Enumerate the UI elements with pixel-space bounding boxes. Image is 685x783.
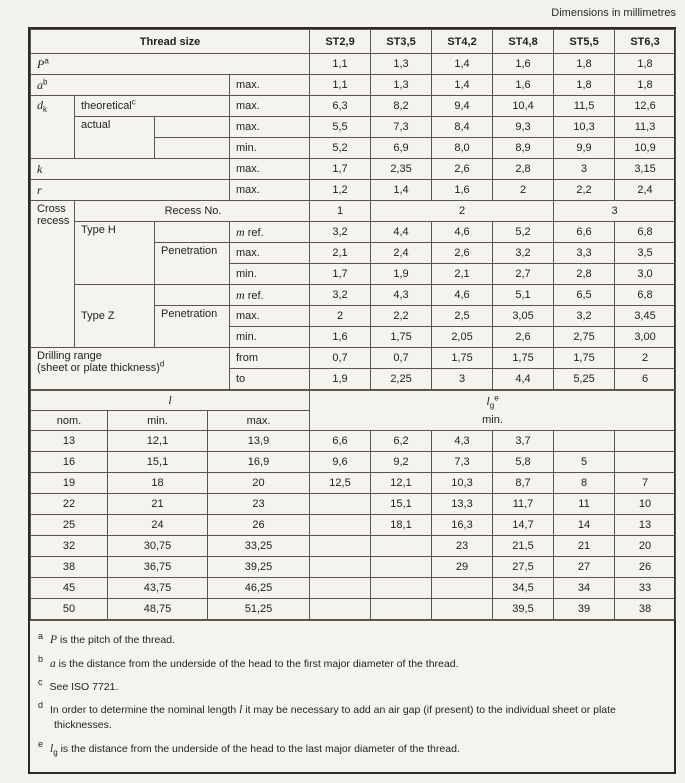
col-header-st29: ST2,9 xyxy=(310,30,371,54)
value-cell: 26 xyxy=(615,557,676,578)
value-cell: 13,9 xyxy=(208,431,310,452)
value-cell: 1,4 xyxy=(371,180,432,201)
symbol-l: l xyxy=(168,393,172,408)
value-cell: 3 xyxy=(554,159,615,180)
value-cell: 6,6 xyxy=(310,431,371,452)
value-cell: 6,6 xyxy=(554,222,615,243)
value-cell: 3 xyxy=(432,369,493,390)
value-cell xyxy=(432,578,493,599)
value-cell: 27 xyxy=(554,557,615,578)
row-dk-theoretical xyxy=(31,96,676,117)
value-cell: 1,8 xyxy=(554,75,615,96)
symbol-a: a xyxy=(50,657,56,670)
footnote-marker-e: e xyxy=(494,393,499,403)
value-cell: 4,6 xyxy=(432,285,493,306)
value-cell: 3,2 xyxy=(554,306,615,327)
footnote-text: is the distance from the underside of the head to the first major diameter of the thread. xyxy=(55,657,459,670)
value-cell: 6,5 xyxy=(554,285,615,306)
footnote-text: In order to determine the nominal length xyxy=(50,703,240,716)
footnote-marker-a: a xyxy=(44,55,49,65)
recess-no-2: 2 xyxy=(371,201,554,222)
value-cell xyxy=(615,431,676,452)
value-cell: 34 xyxy=(554,578,615,599)
row-k xyxy=(31,159,676,180)
value-cell: 0,7 xyxy=(310,348,371,369)
value-cell: 48,75 xyxy=(108,599,208,620)
value-cell: 21 xyxy=(108,494,208,515)
length-row xyxy=(31,494,676,515)
value-cell: 5,1 xyxy=(493,285,554,306)
value-cell: 11,5 xyxy=(554,96,615,117)
value-cell: 1,4 xyxy=(432,75,493,96)
row-drill-from xyxy=(31,348,676,369)
qualifier-max: max. xyxy=(230,306,310,327)
footnote-marker: d xyxy=(38,700,44,711)
spacer-cell xyxy=(155,222,230,243)
value-cell: 2 xyxy=(615,348,676,369)
footnote-marker: b xyxy=(38,654,44,665)
max-header: max. xyxy=(208,411,310,431)
footnote-e xyxy=(38,741,664,758)
value-cell: 1,3 xyxy=(371,54,432,75)
value-cell: 11 xyxy=(554,494,615,515)
nom-header: nom. xyxy=(31,411,108,431)
col-header-st55: ST5,5 xyxy=(554,30,615,54)
value-cell: 19 xyxy=(31,473,108,494)
drilling-range-line2: (sheet or plate thickness)$^d$ xyxy=(37,359,165,374)
value-cell: 39,25 xyxy=(208,557,310,578)
value-cell: 2,4 xyxy=(615,180,676,201)
qualifier-max: max. xyxy=(230,75,310,96)
qualifier-to: to xyxy=(230,369,310,390)
value-cell: 30,75 xyxy=(108,536,208,557)
footnote-text: is the pitch of the thread. xyxy=(57,634,175,647)
footnote-marker-b: b xyxy=(43,76,48,86)
length-row xyxy=(31,431,676,452)
value-cell: 23 xyxy=(208,494,310,515)
value-cell xyxy=(554,431,615,452)
l-header xyxy=(31,391,310,411)
value-cell: 3,00 xyxy=(615,327,676,348)
value-cell: 14,7 xyxy=(493,515,554,536)
value-cell: 2,4 xyxy=(371,243,432,264)
value-cell: 45 xyxy=(31,578,108,599)
column-header-row xyxy=(31,30,676,54)
type-z-label: Type Z xyxy=(75,285,155,348)
row-label-k xyxy=(31,159,230,180)
value-cell: 1,7 xyxy=(310,264,371,285)
qualifier-max: max. xyxy=(230,117,310,138)
value-cell: 18 xyxy=(108,473,208,494)
value-cell: 23 xyxy=(432,536,493,557)
row-label-a xyxy=(31,75,230,96)
m-ref-text: ref. xyxy=(244,226,264,239)
row-type-z-mref xyxy=(31,285,676,306)
value-cell: 1,8 xyxy=(554,54,615,75)
value-cell: 16,3 xyxy=(432,515,493,536)
symbol-m: m xyxy=(236,287,245,302)
value-cell: 13,3 xyxy=(432,494,493,515)
value-cell: 6,8 xyxy=(615,285,676,306)
footnote-a xyxy=(38,632,664,649)
value-cell: 9,4 xyxy=(432,96,493,117)
drilling-range-label xyxy=(31,348,230,390)
value-cell: 24 xyxy=(108,515,208,536)
value-cell: 11,7 xyxy=(493,494,554,515)
value-cell: 3,0 xyxy=(615,264,676,285)
type-h-label: Type H xyxy=(75,222,155,285)
symbol-r: r xyxy=(37,182,42,197)
value-cell: 8,7 xyxy=(493,473,554,494)
value-cell: 22 xyxy=(31,494,108,515)
value-cell: 20 xyxy=(208,473,310,494)
value-cell: 3,05 xyxy=(493,306,554,327)
footnote-text: See ISO 7721. xyxy=(49,680,119,693)
value-cell: 2,75 xyxy=(554,327,615,348)
value-cell: 8,2 xyxy=(371,96,432,117)
value-cell: 1,6 xyxy=(310,327,371,348)
footnote-text: it may be necessary to add an air gap (if present) to the individual sheet or plate thicknesses. xyxy=(54,703,616,732)
value-cell: 2,8 xyxy=(493,159,554,180)
value-cell: 15,1 xyxy=(108,452,208,473)
value-cell: 3,3 xyxy=(554,243,615,264)
value-cell xyxy=(310,599,371,620)
row-pitch xyxy=(31,54,676,75)
footnote-marker: e xyxy=(38,739,44,750)
value-cell: 10,9 xyxy=(615,138,676,159)
value-cell: 2,6 xyxy=(493,327,554,348)
value-cell: 10,3 xyxy=(554,117,615,138)
value-cell: 26 xyxy=(208,515,310,536)
value-cell: 1,9 xyxy=(371,264,432,285)
col-header-st42: ST4,2 xyxy=(432,30,493,54)
value-cell: 5,2 xyxy=(310,138,371,159)
value-cell: 38 xyxy=(31,557,108,578)
cross-recess-label xyxy=(31,201,75,348)
symbol-dk: d xyxy=(37,98,43,112)
symbol-m: m xyxy=(236,224,245,239)
value-cell: 9,2 xyxy=(371,452,432,473)
recess-no-1: 1 xyxy=(310,201,371,222)
dk-actual-label: actual xyxy=(75,117,155,159)
value-cell: 33,25 xyxy=(208,536,310,557)
symbol-a: a xyxy=(37,77,43,92)
value-cell: 32 xyxy=(31,536,108,557)
row-label-p xyxy=(31,54,310,75)
value-cell: 2,1 xyxy=(432,264,493,285)
value-cell: 1,1 xyxy=(310,54,371,75)
length-row xyxy=(31,557,676,578)
value-cell xyxy=(371,536,432,557)
value-cell: 16 xyxy=(31,452,108,473)
value-cell: 43,75 xyxy=(108,578,208,599)
value-cell: 12,5 xyxy=(310,473,371,494)
footnote-text: is the distance from the underside of the head to the last major diameter of the thread. xyxy=(57,742,460,755)
symbol-lg-sub: g xyxy=(53,747,58,757)
value-cell: 2,05 xyxy=(432,327,493,348)
qualifier-min: min. xyxy=(230,264,310,285)
symbol-k: k xyxy=(37,161,43,176)
value-cell xyxy=(310,515,371,536)
value-cell: 33 xyxy=(615,578,676,599)
value-cell: 6,8 xyxy=(615,222,676,243)
row-type-h-mref xyxy=(31,222,676,243)
cross-recess-line2: recess xyxy=(37,215,70,227)
value-cell: 3,2 xyxy=(493,243,554,264)
symbol-dk-sub: k xyxy=(43,105,47,115)
value-cell: 39 xyxy=(554,599,615,620)
value-cell xyxy=(371,599,432,620)
value-cell xyxy=(310,536,371,557)
value-cell: 3,15 xyxy=(615,159,676,180)
value-cell xyxy=(310,494,371,515)
m-ref-label xyxy=(230,222,310,243)
value-cell: 2,1 xyxy=(310,243,371,264)
value-cell: 1,75 xyxy=(371,327,432,348)
value-cell: 1,75 xyxy=(493,348,554,369)
lg-header xyxy=(310,391,676,431)
value-cell: 11,3 xyxy=(615,117,676,138)
value-cell: 13 xyxy=(31,431,108,452)
footnote-c xyxy=(38,677,664,695)
value-cell: 4,6 xyxy=(432,222,493,243)
footnote-d xyxy=(38,702,664,734)
value-cell: 4,3 xyxy=(371,285,432,306)
value-cell: 9,3 xyxy=(493,117,554,138)
cross-recess-line1: Cross xyxy=(37,203,66,215)
value-cell xyxy=(615,452,676,473)
spacer-cell xyxy=(155,285,230,306)
symbol-p: P xyxy=(37,56,45,71)
qualifier-max: max. xyxy=(230,180,310,201)
row-a xyxy=(31,75,676,96)
qualifier-from: from xyxy=(230,348,310,369)
row-label-r xyxy=(31,180,230,201)
qualifier-min: min. xyxy=(230,327,310,348)
qualifier-max: max. xyxy=(230,159,310,180)
value-cell: 25 xyxy=(31,515,108,536)
value-cell: 2,7 xyxy=(493,264,554,285)
footnote-marker-c: c xyxy=(131,97,136,107)
value-cell: 3,7 xyxy=(493,431,554,452)
value-cell: 3,45 xyxy=(615,306,676,327)
value-cell: 7,3 xyxy=(371,117,432,138)
length-row xyxy=(31,515,676,536)
value-cell: 1,7 xyxy=(310,159,371,180)
value-cell: 38 xyxy=(615,599,676,620)
value-cell: 1,8 xyxy=(615,54,676,75)
qualifier-max: max. xyxy=(230,96,310,117)
value-cell: 10,3 xyxy=(432,473,493,494)
value-cell: 1,6 xyxy=(493,54,554,75)
value-cell: 1,6 xyxy=(432,180,493,201)
min-header: min. xyxy=(108,411,208,431)
value-cell: 1,3 xyxy=(371,75,432,96)
footnote-marker: a xyxy=(38,630,44,641)
spec-table-upper xyxy=(30,29,676,390)
value-cell: 4,4 xyxy=(371,222,432,243)
spacer-cell xyxy=(155,138,230,159)
value-cell: 1,4 xyxy=(432,54,493,75)
symbol-p: P xyxy=(50,634,58,647)
value-cell: 6,9 xyxy=(371,138,432,159)
qualifier-max: max. xyxy=(230,243,310,264)
length-row xyxy=(31,599,676,620)
value-cell xyxy=(371,578,432,599)
value-cell: 5,2 xyxy=(493,222,554,243)
value-cell: 27,5 xyxy=(493,557,554,578)
recess-no-label: Recess No. xyxy=(75,201,310,222)
length-row xyxy=(31,473,676,494)
value-cell: 5 xyxy=(554,452,615,473)
value-cell: 1,8 xyxy=(615,75,676,96)
row-r xyxy=(31,180,676,201)
value-cell: 2,8 xyxy=(554,264,615,285)
value-cell: 12,1 xyxy=(108,431,208,452)
dimensions-note: Dimensions in millimetres xyxy=(551,7,676,19)
value-cell: 5,8 xyxy=(493,452,554,473)
penetration-label: Penetration xyxy=(155,306,230,348)
value-cell: 2,35 xyxy=(371,159,432,180)
dk-theoretical-label xyxy=(75,96,230,117)
label-theoretical: theoretical xyxy=(81,100,132,112)
value-cell: 36,75 xyxy=(108,557,208,578)
footnote-marker: c xyxy=(38,677,43,688)
value-cell: 2,2 xyxy=(554,180,615,201)
thread-size-header: Thread size xyxy=(31,30,310,54)
value-cell: 1,1 xyxy=(310,75,371,96)
penetration-label: Penetration xyxy=(155,243,230,285)
row-recess-no xyxy=(31,201,676,222)
value-cell: 1,9 xyxy=(310,369,371,390)
lg-min-label: min. xyxy=(482,413,503,426)
value-cell: 1,75 xyxy=(554,348,615,369)
value-cell: 3,5 xyxy=(615,243,676,264)
value-cell: 9,9 xyxy=(554,138,615,159)
value-cell: 2,6 xyxy=(432,159,493,180)
value-cell: 1,75 xyxy=(432,348,493,369)
qualifier-min: min. xyxy=(230,138,310,159)
recess-no-3: 3 xyxy=(554,201,676,222)
value-cell: 8,4 xyxy=(432,117,493,138)
value-cell: 5,25 xyxy=(554,369,615,390)
symbol-l: l xyxy=(239,703,243,716)
length-row xyxy=(31,536,676,557)
table-frame xyxy=(28,27,676,774)
value-cell: 8,0 xyxy=(432,138,493,159)
value-cell: 3,2 xyxy=(310,285,371,306)
value-cell: 2,25 xyxy=(371,369,432,390)
row-dk-actual-max xyxy=(31,117,676,138)
value-cell: 29 xyxy=(432,557,493,578)
value-cell: 10 xyxy=(615,494,676,515)
value-cell: 4,3 xyxy=(432,431,493,452)
value-cell: 7 xyxy=(615,473,676,494)
col-header-st48: ST4,8 xyxy=(493,30,554,54)
value-cell: 50 xyxy=(31,599,108,620)
footnote-marker-d: d xyxy=(159,359,165,369)
length-row xyxy=(31,578,676,599)
value-cell: 21 xyxy=(554,536,615,557)
value-cell: 8 xyxy=(554,473,615,494)
value-cell: 15,1 xyxy=(371,494,432,515)
length-header-row xyxy=(31,391,676,411)
value-cell: 34,5 xyxy=(493,578,554,599)
m-ref-label xyxy=(230,285,310,306)
value-cell: 6,2 xyxy=(371,431,432,452)
col-header-st35: ST3,5 xyxy=(371,30,432,54)
value-cell: 2,6 xyxy=(432,243,493,264)
symbol-lg: l xyxy=(50,742,54,755)
value-cell: 1,2 xyxy=(310,180,371,201)
value-cell: 6 xyxy=(615,369,676,390)
value-cell: 16,9 xyxy=(208,452,310,473)
value-cell: 51,25 xyxy=(208,599,310,620)
col-header-st63: ST6,3 xyxy=(615,30,676,54)
value-cell: 21,5 xyxy=(493,536,554,557)
footnotes xyxy=(30,620,674,772)
value-cell: 13 xyxy=(615,515,676,536)
value-cell: 7,3 xyxy=(432,452,493,473)
value-cell: 5,5 xyxy=(310,117,371,138)
value-cell: 8,9 xyxy=(493,138,554,159)
value-cell: 14 xyxy=(554,515,615,536)
value-cell: 4,4 xyxy=(493,369,554,390)
value-cell xyxy=(371,557,432,578)
spacer-cell xyxy=(155,117,230,138)
value-cell: 3,2 xyxy=(310,222,371,243)
value-cell: 20 xyxy=(615,536,676,557)
value-cell: 2 xyxy=(310,306,371,327)
value-cell: 9,6 xyxy=(310,452,371,473)
footnote-b xyxy=(38,656,664,673)
value-cell xyxy=(432,599,493,620)
length-row xyxy=(31,452,676,473)
value-cell: 0,7 xyxy=(371,348,432,369)
value-cell: 12,1 xyxy=(371,473,432,494)
value-cell: 12,6 xyxy=(615,96,676,117)
value-cell: 1,6 xyxy=(493,75,554,96)
value-cell: 2 xyxy=(493,180,554,201)
value-cell: 6,3 xyxy=(310,96,371,117)
value-cell: 46,25 xyxy=(208,578,310,599)
value-cell: 39,5 xyxy=(493,599,554,620)
spec-table-lower xyxy=(30,390,676,620)
row-label-dk xyxy=(31,96,75,159)
value-cell xyxy=(310,557,371,578)
lg-symbol: $l_g^e$ xyxy=(486,393,499,411)
value-cell: 18,1 xyxy=(371,515,432,536)
m-ref-text: ref. xyxy=(244,289,264,302)
value-cell: 2,5 xyxy=(432,306,493,327)
value-cell: 10,4 xyxy=(493,96,554,117)
value-cell: 2,2 xyxy=(371,306,432,327)
lg-sub: g xyxy=(489,401,495,411)
drilling-range-line1: Drilling range xyxy=(37,350,102,362)
value-cell xyxy=(310,578,371,599)
